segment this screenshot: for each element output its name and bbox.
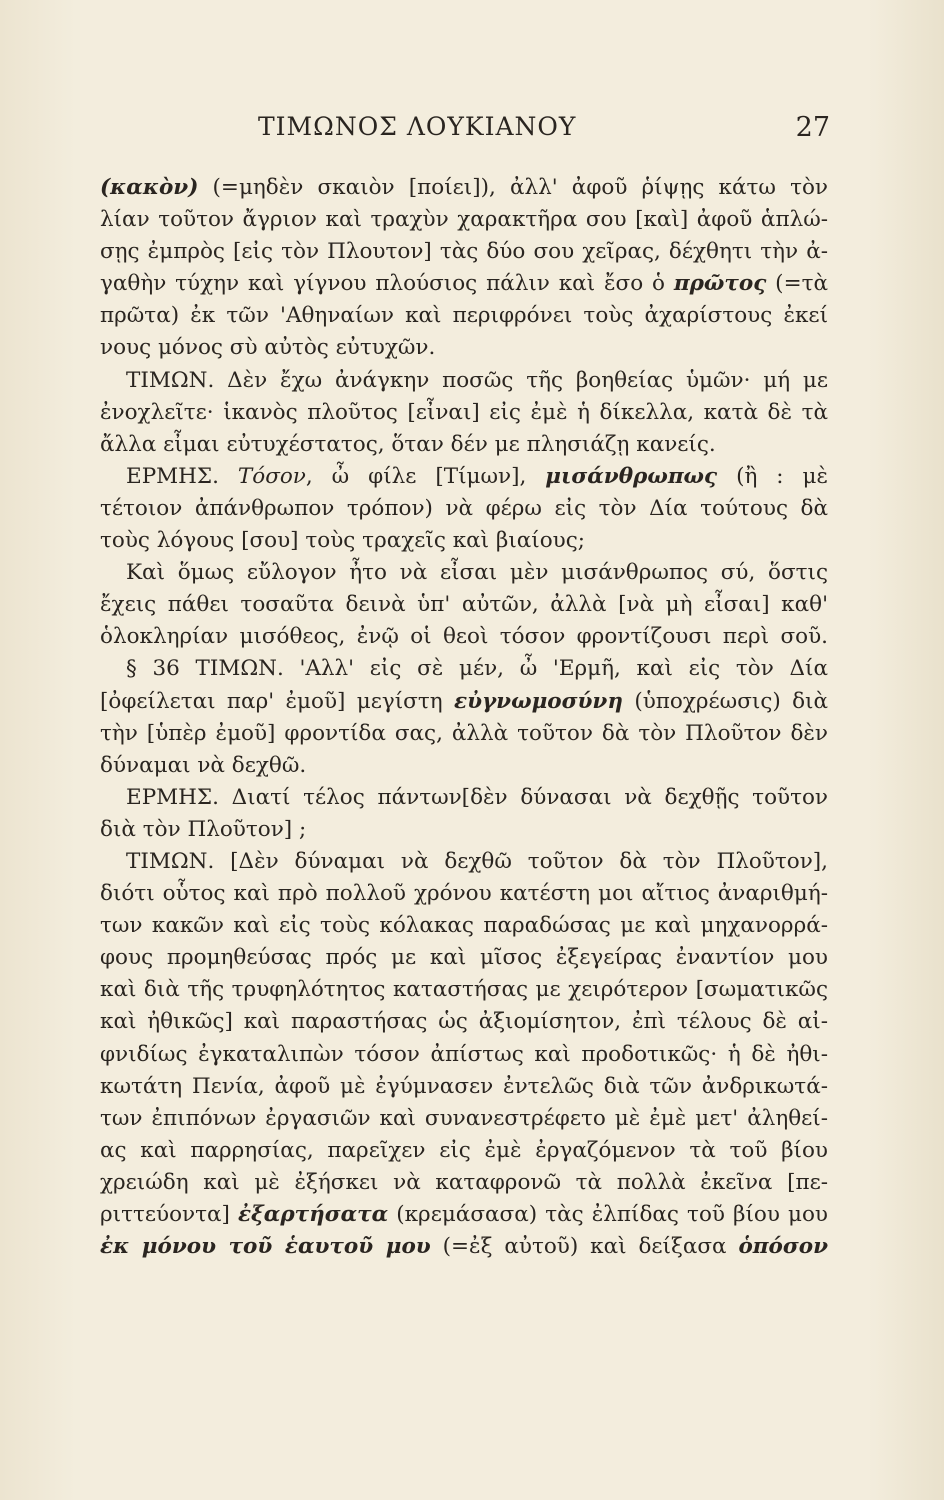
- text-line: ΤΙΜΩΝ. Δὲν ἔχω ἀνάγκην ποσῶς τῆς βοηθείας ὑμῶν· μή με: [126, 367, 828, 393]
- text-line: ἔχεις πάθει τοσαῦτα δεινὰ ὑπ' αὐτῶν, ἀλλὰ [νὰ μὴ εἶσαι] καθ': [100, 592, 828, 618]
- text-line: καὶ ἠθικῶς] καὶ παραστήσας ὡς ἀξιομίσητον, ἐπὶ τέλους δὲ αἰ-: [100, 1009, 828, 1035]
- text-line: σῃς ἐμπρὸς [εἰς τὸν Πλουτον] τὰς δύο σου χεῖρας, δέχθητι τὴν ἀ-: [100, 239, 828, 265]
- text-line: ας καὶ παρρησίας, παρεῖχεν εἰς ἐμὲ ἐργαζόμενον τὰ τοῦ βίου: [100, 1137, 828, 1163]
- text-line: καὶ διὰ τῆς τρυφηλότητος καταστήσας με χειρότερον [σωματικῶς: [100, 977, 828, 1003]
- text-line: φνιδίως ἐγκαταλιπὼν τόσον ἀπίστως καὶ προδοτικῶς· ἡ δὲ ἠθι-: [100, 1041, 828, 1067]
- text-line: ριττεύοντα] ἐξαρτήσατα (κρεμάσασα) τὰς ἐλπίδας τοῦ βίου μου: [100, 1202, 828, 1227]
- text-line: τοὺς λόγους [σου] τοὺς τραχεῖς καὶ βιαίους;: [100, 528, 586, 554]
- text-line: των ἐπιπόνων ἐργασιῶν καὶ συνανεστρέφετο μὲ ἐμὲ μετ' ἀληθεί-: [100, 1105, 828, 1131]
- text-line: δύναμαι νὰ δεχθῶ.: [100, 752, 307, 778]
- text-line: ὁλοκληρίαν μισόθεος, ἐνῷ οἱ θεοὶ τόσον φροντίζουσι περὶ σοῦ.: [100, 624, 828, 650]
- text-line: κωτάτη Πενία, ἀφοῦ μὲ ἐγύμνασεν ἐντελῶς διὰ τῶν ἀνδρικωτά-: [100, 1073, 828, 1099]
- text-line: ἐνοχλεῖτε· ἱκανὸς πλοῦτος [εἶναι] εἰς ἐμὲ ἡ δίκελλα, κατὰ δὲ τὰ: [100, 399, 828, 425]
- page-number: 27: [795, 112, 830, 143]
- running-title: ΤΙΜΩΝΟΣ ΛΟΥΚΙΑΝΟΥ: [258, 112, 577, 141]
- text-line: φους προμηθεύσας πρός με καὶ μῖσος ἐξεγείρας ἐναντίον μου: [100, 945, 828, 971]
- text-line: των κακῶν καὶ εἰς τοὺς κόλακας παραδώσας με καὶ μηχανορρά-: [100, 913, 828, 939]
- text-line: (κακὸν) (=μηδὲν σκαιὸν [ποίει]), ἀλλ' ἀφοῦ ῥίψῃς κάτω τὸν: [100, 175, 828, 200]
- text-line: διὰ τὸν Πλοῦτον] ;: [100, 816, 307, 842]
- body-text: [100, 172, 828, 1263]
- text-line: τὴν [ὑπὲρ ἐμοῦ] φροντίδα σας, ἀλλὰ τοῦτον δὰ τὸν Πλοῦτον δὲν: [100, 720, 828, 746]
- text-line: ΕΡΜΗΣ. Διατί τέλος πάντων[δὲν δύνασαι νὰ δεχθῇς τοῦτον: [126, 784, 828, 810]
- text-line: ΤΙΜΩΝ. [Δὲν δύναμαι νὰ δεχθῶ τοῦτον δὰ τὸν Πλοῦτον],: [126, 848, 828, 874]
- text-line: ΕΡΜΗΣ. Τόσον, ὦ φίλε [Τίμων], μισάνθρωπως (ἢ : μὲ: [126, 463, 828, 489]
- text-line: [ὀφείλεται παρ' ἐμοῦ] μεγίστη εὐγνωμοσύνη (ὑποχρέωσις) διὰ: [100, 688, 828, 714]
- text-line: λίαν τοῦτον ἄγριον καὶ τραχὺν χαρακτῆρα σου [καὶ] ἀφοῦ ἁπλώ-: [100, 207, 828, 233]
- text-line: πρῶτα) ἐκ τῶν 'Αθηναίων καὶ περιφρόνει τοὺς ἀχαρίστους ἐκεί: [100, 303, 828, 329]
- text-line: ἄλλα εἶμαι εὐτυχέστατος, ὅταν δέν με πλησιάζῃ κανείς.: [100, 431, 716, 457]
- text-line: ἐκ μόνου τοῦ ἑαυτοῦ μου (=ἐξ αὐτοῦ) καὶ δείξασα ὁπόσον: [100, 1234, 828, 1260]
- page-header: [100, 112, 830, 152]
- text-line: νους μόνος σὺ αὐτὸς εὐτυχῶν.: [100, 335, 436, 361]
- text-line: § 36 ΤΙΜΩΝ. 'Αλλ' εἰς σὲ μέν, ὦ 'Ερμῆ, καὶ εἰς τὸν Δία: [126, 656, 828, 682]
- text-line: Καὶ ὅμως εὔλογον ἦτο νὰ εἶσαι μὲν μισάνθρωπος σύ, ὅστις: [126, 560, 828, 586]
- text-line: χρειώδη καὶ μὲ ἐξήσκει νὰ καταφρονῶ τὰ πολλὰ ἐκεῖνα [πε-: [100, 1169, 828, 1195]
- text-line: διότι οὗτος καὶ πρὸ πολλοῦ χρόνου κατέστη μοι αἴτιος ἀναριθμή-: [100, 881, 828, 907]
- text-line: γαθὴν τύχην καὶ γίγνου πλούσιος πάλιν καὶ ἔσο ὁ πρῶτος (=τὰ: [100, 271, 828, 297]
- text-line: τέτοιον ἀπάνθρωπον τρόπον) νὰ φέρω εἰς τὸν Δία τούτους δὰ: [100, 495, 828, 521]
